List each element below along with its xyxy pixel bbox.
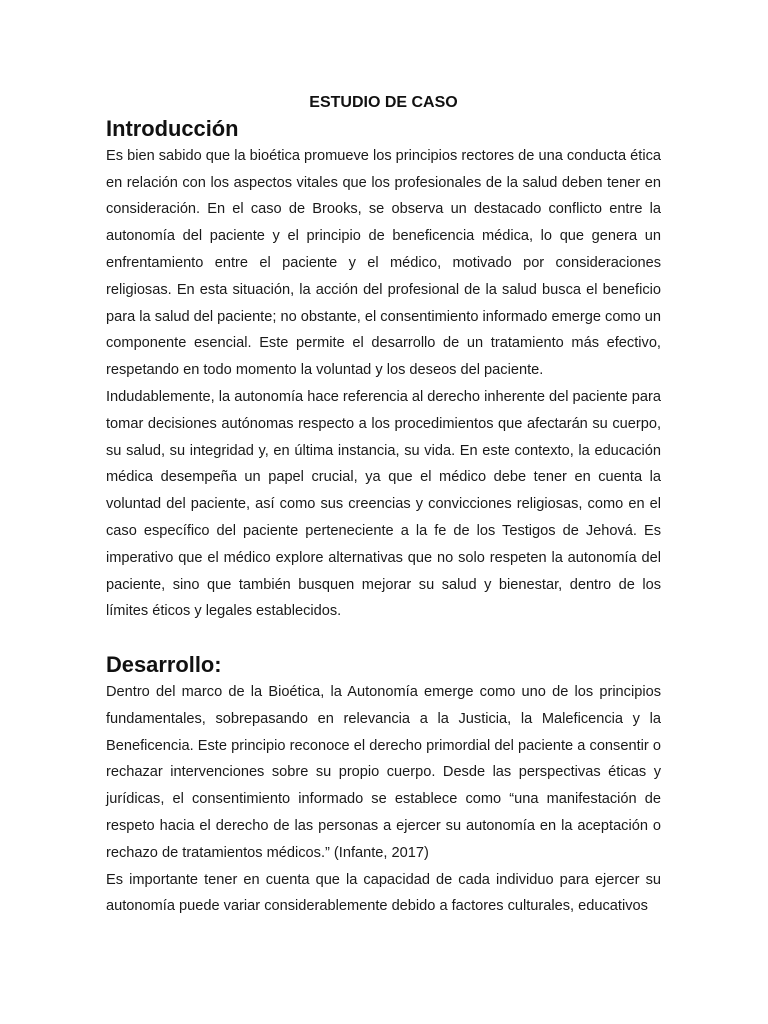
document-body [106, 90, 661, 920]
paragraph-desarrollo-2: Es importante tener en cuenta que la capacidad de cada individuo para ejercer su autonomía puede variar considerablemente debido a factores culturales, educativos [106, 871, 661, 915]
document-title: ESTUDIO DE CASO [309, 94, 458, 111]
section-heading-desarrollo: Desarrollo: [106, 652, 222, 678]
paragraph-desarrollo-1: Dentro del marco de la Bioética, la Autonomía emerge como uno de los principios fundamentales, sobrepasando en relevancia a la Justicia, la Maleficencia y la Beneficencia. Este principio reconoce el derecho primordial del paciente a consentir o rechazar intervenciones sobre su propio cuerpo. Desde las perspectivas éticas y jurídicas, el consentimiento informado se establece como “una manifestación de respeto hacia el derecho de las personas a ejercer su autonomía en la aceptación o rechazo de tratamientos médicos.” (Infante, 2017) [106, 683, 661, 861]
section-heading-introduccion: Introducción [106, 116, 239, 141]
paragraph-intro-1: Es bien sabido que la bioética promueve los principios rectores de una conducta ética en relación con los aspectos vitales que los profesionales de la salud deben tener en consideración. En el caso de Brooks, se observa un destacado conflicto entre la autonomía del paciente y el principio de beneficencia médica, lo que genera un enfrentamiento entre el paciente y el médico, motivado por consideraciones religiosas. En esta situación, la acción del profesional de la salud busca el beneficio para la salud del paciente; no obstante, el consentimiento informado emerge como un componente esencial. Este permite el desarrollo de un tratamiento más efectivo, respetando en todo momento la voluntad y los deseos del paciente. [106, 147, 661, 379]
paragraph-intro-2: Indudablemente, la autonomía hace referencia al derecho inherente del paciente para tomar decisiones autónomas respecto a los procedimientos que afectarán su cuerpo, su salud, su integridad y, en última instancia, su vida. En este contexto, la educación médica desempeña un papel crucial, ya que el médico debe tener en cuenta la voluntad del paciente, así como sus creencias y convicciones religiosas, como en el caso específico del paciente perteneciente a la fe de los Testigos de Jehová. Es imperativo que el médico explore alternativas que no solo respeten la autonomía del paciente, sino que también busquen mejorar su salud y bienestar, dentro de los límites éticos y legales establecidos. [106, 388, 661, 620]
